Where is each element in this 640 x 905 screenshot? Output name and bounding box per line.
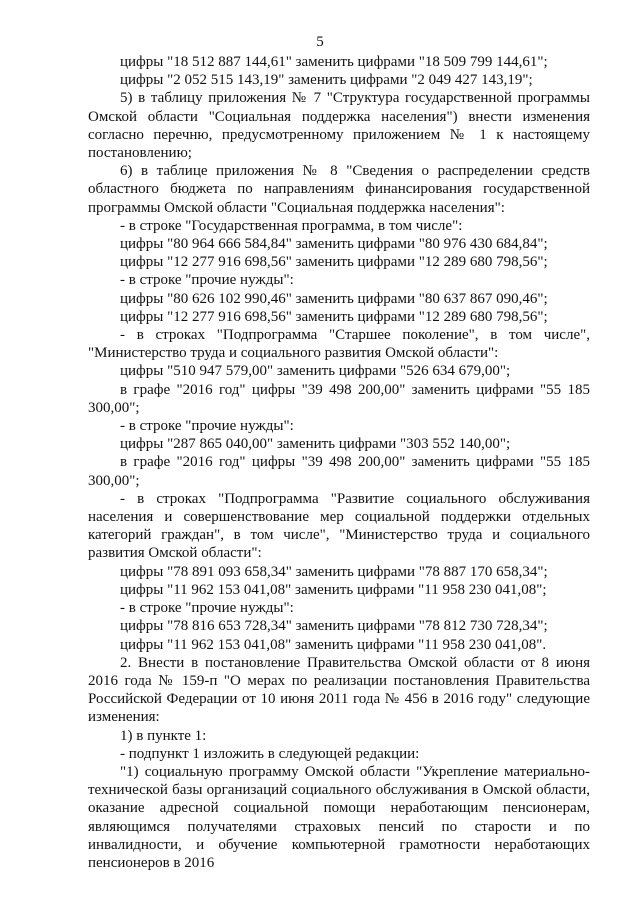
paragraph: - в строке "прочие нужды": (120, 600, 294, 617)
paragraph: цифры "11 962 153 041,08" заменить цифрами "11 958 230 041,08"; (120, 581, 547, 598)
paragraph: цифры "80 964 666 584,84" заменить цифрами "80 976 430 684,84"; (120, 236, 548, 253)
paragraph: цифры "11 962 153 041,08" заменить цифрами "11 958 230 041,08". (120, 636, 547, 653)
paragraph: в графе "2016 год" цифры "39 498 200,00" заменить цифрами "55 185 300,00"; (88, 454, 590, 489)
paragraph: - подпункт 1 изложить в следующей редакции: (120, 745, 420, 762)
paragraph: цифры "18 512 887 144,61" заменить цифрами "18 509 799 144,61"; (120, 54, 548, 70)
page-number: 5 (316, 34, 324, 50)
document-body (88, 53, 590, 872)
paragraph: цифры "78 816 653 728,34" заменить цифрами "78 812 730 728,34"; (120, 618, 548, 635)
paragraph: цифры "80 626 102 990,46" заменить цифрами "80 637 867 090,46"; (120, 290, 548, 307)
paragraph: в графе "2016 год" цифры "39 498 200,00" заменить цифрами "55 185 300,00"; (88, 381, 590, 416)
paragraph: цифры "287 865 040,00" заменить цифрами "303 552 140,00"; (120, 436, 511, 453)
paragraph: 1) в пункте 1: (120, 727, 207, 744)
paragraph: "1) социальную программу Омской области "Укрепление материально-технической базы организаций социального обслуживания в Омской области, оказание адресной социальной помощи неработающим пенсионерам, являющимся получателями страховых пенсий по старости и по инвалидности, и обучение компьютерной грамотности неработающих пенсионеров в 2016 (88, 763, 590, 871)
paragraph: цифры "78 891 093 658,34" заменить цифрами "78 887 170 658,34"; (120, 563, 548, 580)
paragraph: цифры "12 277 916 698,56" заменить цифрами "12 289 680 798,56"; (120, 308, 548, 325)
paragraph: цифры "12 277 916 698,56" заменить цифрами "12 289 680 798,56"; (120, 254, 548, 271)
paragraph: 5) в таблицу приложения № 7 "Структура государственной программы Омской области "Социальная поддержка населения") внести изменения согласно перечню, предусмотренному приложением № 1 к настоящему постановлению; (88, 90, 590, 162)
paragraph: - в строке "прочие нужды": (120, 418, 294, 435)
paragraph: - в строке "Государственная программа, в том числе": (120, 217, 463, 234)
paragraph: цифры "510 947 579,00" заменить цифрами "526 634 679,00"; (120, 363, 511, 380)
paragraph: - в строках "Подпрограмма "Развитие социального обслуживания населения и совершенствование мер социальной поддержки отдельных категорий граждан", в том числе", "Министерство труда и социального развития Омской области": (88, 490, 590, 562)
paragraph: 2. Внести в постановление Правительства Омской области от 8 июня 2016 года № 159-п "О мерах по реализации постановления Правительства Российской Федерации от 10 июня 2011 года № 456 в 2016 году" следующие изменения: (88, 654, 590, 726)
paragraph: - в строке "прочие нужды": (120, 272, 294, 289)
paragraph: цифры "2 052 515 143,19" заменить цифрами "2 049 427 143,19"; (120, 72, 533, 89)
paragraph: 6) в таблице приложения № 8 "Сведения о распределении средств областного бюджета по направлениям финансирования государственной программы Омской области "Социальная поддержка населения": (88, 163, 590, 216)
paragraph: - в строках "Подпрограмма "Старшее поколение", в том числе", "Министерство труда и социального развития Омской области": (88, 327, 590, 362)
